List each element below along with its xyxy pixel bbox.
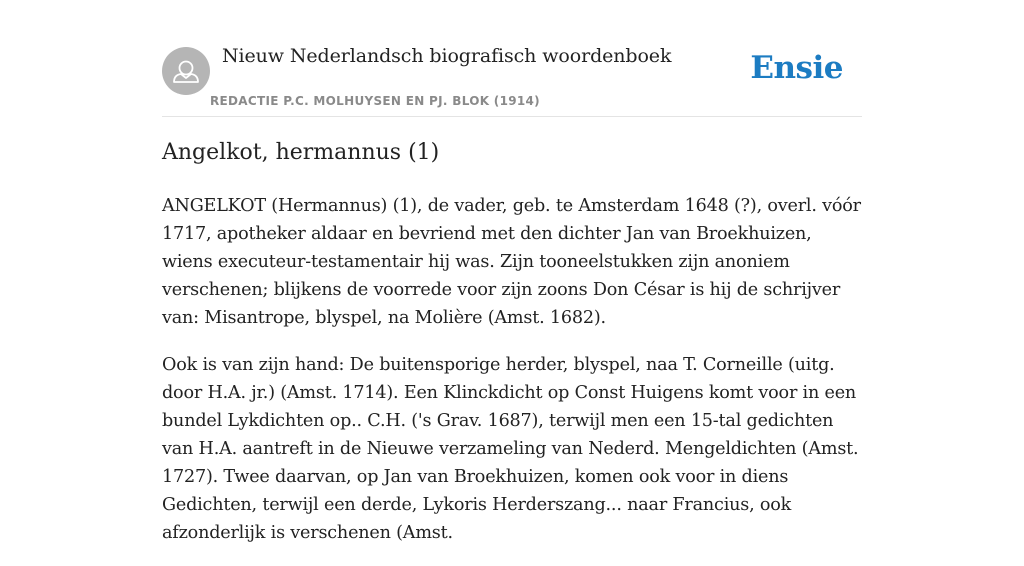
source-header bbox=[162, 0, 862, 117]
book-title[interactable]: Nieuw Nederlandsch biografisch woordenboek bbox=[222, 45, 672, 67]
article-title: Angelkot, hermannus (1) bbox=[162, 140, 440, 165]
article-paragraph: ANGELKOT (Hermannus) (1), de vader, geb. te Amsterdam 1648 (?), overl. vóór 1717, apotheker aldaar en bevriend met den dichter Jan van Broekhuizen, wiens executeur-testamentair hij was. Zijn tooneelstukken zijn anoniem verschenen; blijkens de voorrede voor zijn zoons Don César is hij de schrijver van: Misantrope, blyspel, na Molière (Amst. 1682). bbox=[162, 196, 861, 328]
book-editors: REDACTIE P.C. MOLHUYSEN EN PJ. BLOK (1914) bbox=[210, 94, 540, 108]
ensie-logo[interactable]: Ensie bbox=[750, 50, 843, 86]
user-silhouette-icon bbox=[162, 47, 210, 95]
article-body bbox=[162, 192, 862, 566]
avatar bbox=[162, 47, 210, 95]
article-paragraph: Ook is van zijn hand: De buitensporige herder, blyspel, naa T. Corneille (uitg. door H.A. jr.) (Amst. 1714). Een Klinckdicht op Const Huigens komt voor in een bundel Lykdichten op.. C.H. ('s Grav. 1687), terwijl men een 15-tal gedichten van H.A. aantreft in de Nieuwe verzameling van Nederd. Mengeldichten (Amst. 1727). Twee daarvan, op Jan van Broekhuizen, komen ook voor in diens Gedichten, terwijl een derde, Lykoris Herderszang... naar Francius, ook afzonderlijk is verschenen (Amst. bbox=[162, 355, 859, 543]
